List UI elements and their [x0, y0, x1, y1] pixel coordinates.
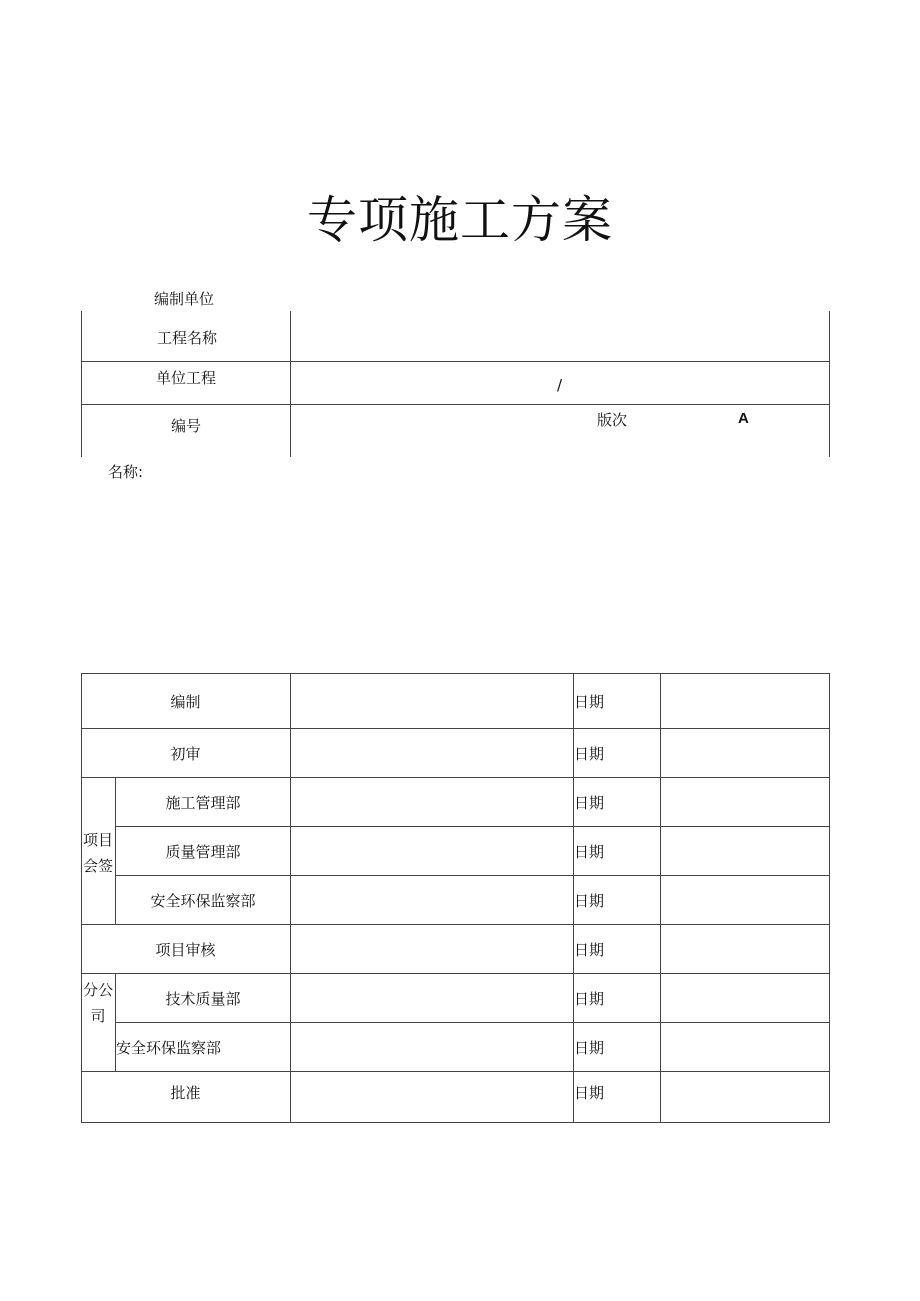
version-label: 版次	[597, 411, 628, 429]
unit-project-value: /	[557, 376, 563, 394]
date-label: 日期	[574, 892, 605, 910]
row-label-quality-dept: 质量管理部	[165, 843, 241, 861]
version-value: A	[738, 410, 749, 427]
row-label-tech-quality-dept: 技术质量部	[165, 990, 241, 1008]
row-label-initial-review: 初审	[170, 745, 201, 763]
row-label-compile: 编制	[170, 693, 201, 711]
row-label-safety-dept: 安全环保监察部	[150, 892, 256, 910]
group-branch-company: 分公 司	[82, 981, 113, 1025]
group-project-signoff: 项目 会签	[82, 831, 113, 875]
date-label: 日期	[574, 990, 605, 1008]
date-label: 日期	[574, 794, 605, 812]
date-label: 日期	[574, 843, 605, 861]
page-title: 专项施工方案	[307, 191, 613, 249]
date-label: 日期	[574, 941, 605, 959]
project-name-label: 工程名称	[157, 329, 218, 347]
unit-label: 编制单位	[154, 290, 215, 308]
date-label: 日期	[574, 1084, 605, 1102]
number-label: 编号	[171, 417, 202, 435]
row-label-approve: 批准	[170, 1084, 201, 1102]
unit-project-label: 单位工程	[156, 369, 217, 387]
date-label: 日期	[574, 745, 605, 763]
name-label: 名称:	[108, 463, 144, 481]
row-label-project-review: 项目审核	[155, 941, 216, 959]
row-label-company-safety-dept: 安全环保监察部	[116, 1039, 222, 1057]
row-label-construction-dept: 施工管理部	[165, 794, 241, 812]
project-name-field[interactable]	[291, 312, 829, 361]
date-label: 日期	[574, 693, 605, 711]
date-label: 日期	[574, 1039, 605, 1057]
